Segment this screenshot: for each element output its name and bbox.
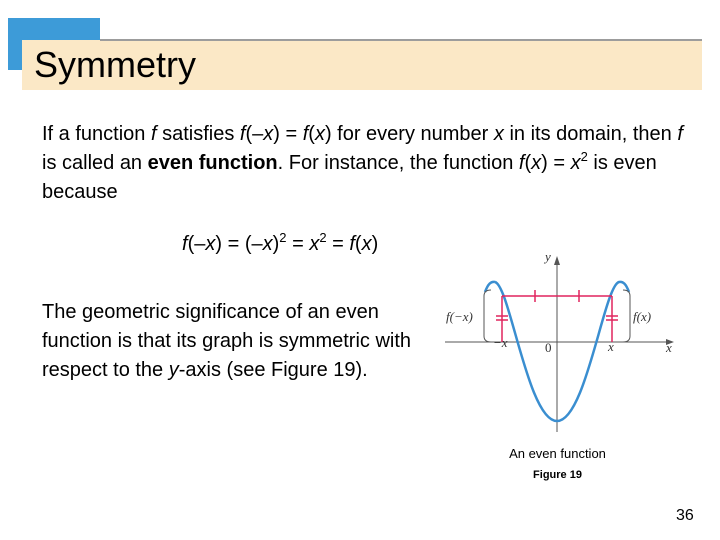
y-axis-arrow [554, 256, 560, 265]
figure-caption: An even function [509, 446, 606, 461]
definition-paragraph: If a function f satisfies f(–x) = f(x) for every number x in its domain, then f is called an even function. For instance, the function $f(x) = x^2$ is even because [42, 123, 683, 203]
bracket-left [484, 290, 491, 342]
page-number: 36 [676, 507, 694, 524]
label-neg-x: −x [493, 335, 508, 350]
label-pos-x: x [608, 339, 614, 354]
label-f-neg-x: f(−x) [446, 309, 473, 324]
label-origin: 0 [545, 340, 552, 355]
even-function-graph [440, 246, 690, 436]
significance-paragraph: The geometric significance of an even function is that its graph is symmetric with respect to the y-axis (see Figure 19). [42, 301, 412, 381]
label-y-axis: y [545, 249, 551, 264]
even-function-term: even function [147, 152, 278, 174]
even-equation: $f(-x) = (-x)^2 = x^2 = f(x)$ [182, 230, 379, 255]
figure-label: Figure 19 [533, 469, 582, 481]
label-x-axis: x [666, 340, 672, 355]
bracket-right [623, 290, 630, 342]
slide-title: Symmetry [34, 44, 196, 85]
label-f-x: f(x) [633, 309, 652, 324]
